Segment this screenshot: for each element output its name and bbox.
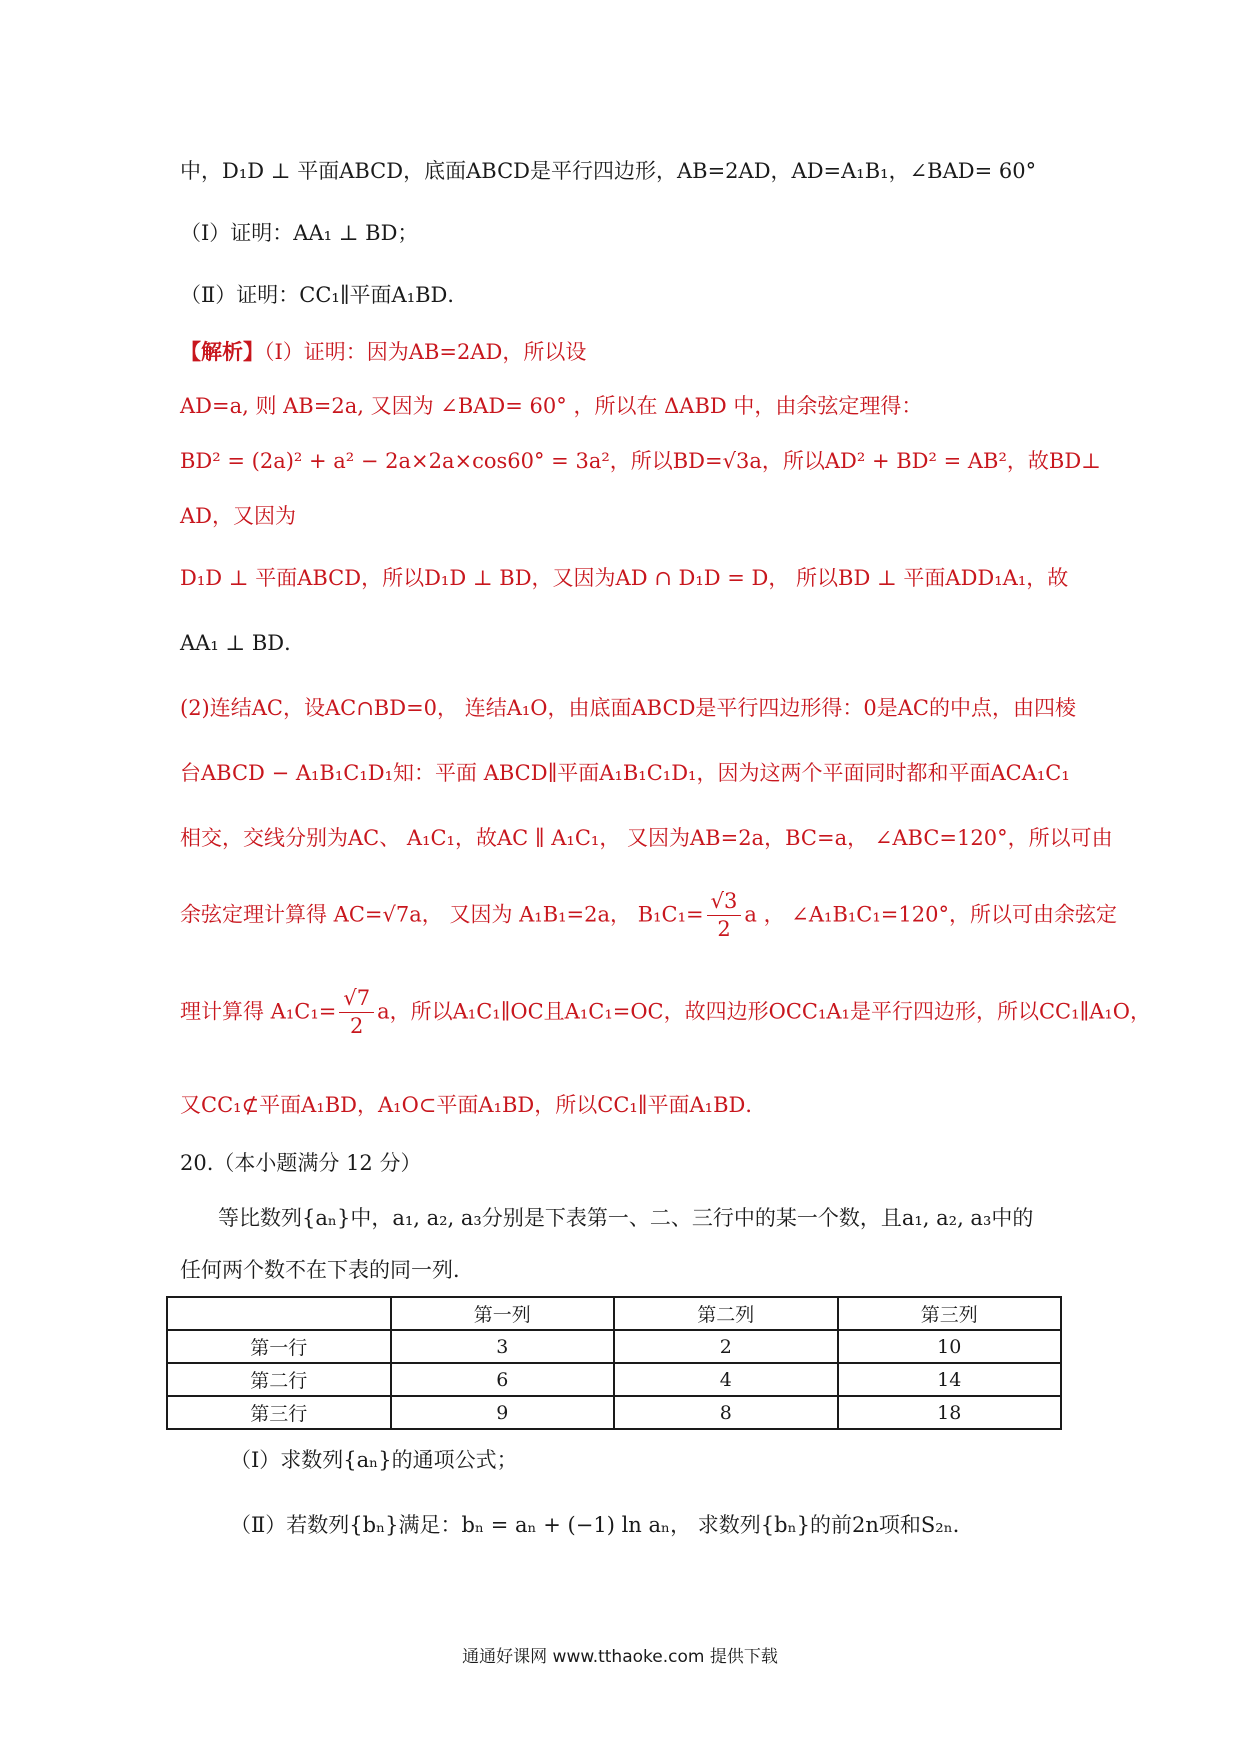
problem-20-statement: 任何两个数不在下表的同一列．: [180, 1258, 474, 1282]
text-segment: 余弦定理计算得 AC=√7a， 又因为 A₁B₁=2a， B₁C₁=: [180, 902, 704, 927]
solution-line: AD=a, 则 AB=2a, 又因为 ∠BAD= 60° ，所以在 ΔABD 中，由余弦定理得：: [180, 394, 923, 418]
solution-tag: 【解析】: [180, 339, 264, 364]
fraction-denominator: 2: [350, 1014, 364, 1039]
table-header-cell: 第二列: [614, 1297, 838, 1330]
table-row: [167, 1330, 1061, 1363]
table-header-cell: 第三列: [838, 1297, 1062, 1330]
fraction-numerator: √3: [707, 888, 742, 916]
problem-condition-line: 中，D₁D ⊥ 平面ABCD，底面ABCD是平行四边形，AB=2AD，AD=A₁B₁，∠BAD= 60°: [180, 159, 1037, 183]
table-row-label: 第二行: [167, 1363, 391, 1396]
table-cell: 6: [391, 1363, 615, 1396]
table-row: [167, 1363, 1061, 1396]
solution-header: [180, 338, 1070, 366]
table-row-label: 第一行: [167, 1330, 391, 1363]
page-footer: 通通好课网 www.tthaoke.com 提供下载: [462, 1647, 778, 1667]
table-cell: 8: [614, 1396, 838, 1429]
table-cell: 3: [391, 1330, 615, 1363]
text-segment: 理计算得 A₁C₁=: [180, 999, 337, 1024]
problem-20-heading: 20.（本小题满分 12 分）: [180, 1151, 422, 1175]
fraction: [339, 985, 374, 1041]
text-segment: a，所以A₁C₁∥OC且A₁C₁=OC，故四边形OCC₁A₁是平行四边形，所以CC₁∥A₁O，: [377, 999, 1152, 1024]
problem-20-question-1: （Ⅰ）求数列{aₙ}的通项公式；: [230, 1448, 518, 1472]
solution-line: [180, 888, 1117, 944]
table-row: [167, 1396, 1061, 1429]
solution-line: 台ABCD − A₁B₁C₁D₁知：平面 ABCD∥平面A₁B₁C₁D₁，因为这两个平面同时都和平面ACA₁C₁: [180, 761, 1070, 785]
table-cell: 10: [838, 1330, 1062, 1363]
table-cell: 18: [838, 1396, 1062, 1429]
table-cell: [167, 1297, 391, 1330]
solution-line: 相交，交线分别为AC、 A₁C₁，故AC ∥ A₁C₁， 又因为AB=2a，BC=a， ∠ABC=120°，所以可由: [180, 826, 1113, 850]
problem-20-question-2: （Ⅱ）若数列{bₙ}满足：bₙ = aₙ + (−1) ln aₙ， 求数列{bₙ}的前2n项和S₂ₙ．: [230, 1513, 974, 1537]
question-1: （Ⅰ）证明：AA₁ ⊥ BD；: [180, 221, 419, 245]
table-cell: 4: [614, 1363, 838, 1396]
table-cell: 9: [391, 1396, 615, 1429]
table-header-row: [167, 1297, 1061, 1330]
solution-line: D₁D ⊥ 平面ABCD，所以D₁D ⊥ BD，又因为AD ∩ D₁D = D， 所以BD ⊥ 平面ADD₁A₁，故: [180, 566, 1069, 590]
fraction-denominator: 2: [717, 917, 731, 942]
solution-conclusion-2: 又CC₁⊄平面A₁BD，A₁O⊂平面A₁BD，所以CC₁∥平面A₁BD．: [180, 1093, 767, 1117]
solution-line: BD² = (2a)² + a² − 2a×2a×cos60° = 3a²，所以BD=√3a，所以AD² + BD² = AB²，故BD⊥: [180, 449, 1101, 473]
problem-20-statement: 等比数列{aₙ}中，a₁, a₂, a₃分别是下表第一、二、三行中的某一个数，且a₁, a₂, a₃中的: [218, 1206, 1034, 1230]
solution-line: AD，又因为: [180, 504, 297, 528]
solution-intro: （Ⅰ）证明：因为AB=2AD，所以设: [264, 340, 587, 364]
fraction-numerator: √7: [339, 985, 374, 1013]
table-cell: 14: [838, 1363, 1062, 1396]
solution-conclusion-1: AA₁ ⊥ BD．: [180, 631, 306, 655]
solution-line: [180, 985, 1152, 1041]
text-segment: a ， ∠A₁B₁C₁=120°，所以可由余弦定: [744, 902, 1117, 927]
table-header-cell: 第一列: [391, 1297, 615, 1330]
solution-line: (2)连结AC，设AC∩BD=0， 连结A₁O，由底面ABCD是平行四边形得：0是AC的中点，由四棱: [180, 696, 1076, 720]
fraction: [707, 888, 742, 944]
table-row-label: 第三行: [167, 1396, 391, 1429]
number-table: [166, 1296, 1062, 1430]
table-cell: 2: [614, 1330, 838, 1363]
question-2: （Ⅱ）证明：CC₁∥平面A₁BD．: [180, 283, 469, 307]
